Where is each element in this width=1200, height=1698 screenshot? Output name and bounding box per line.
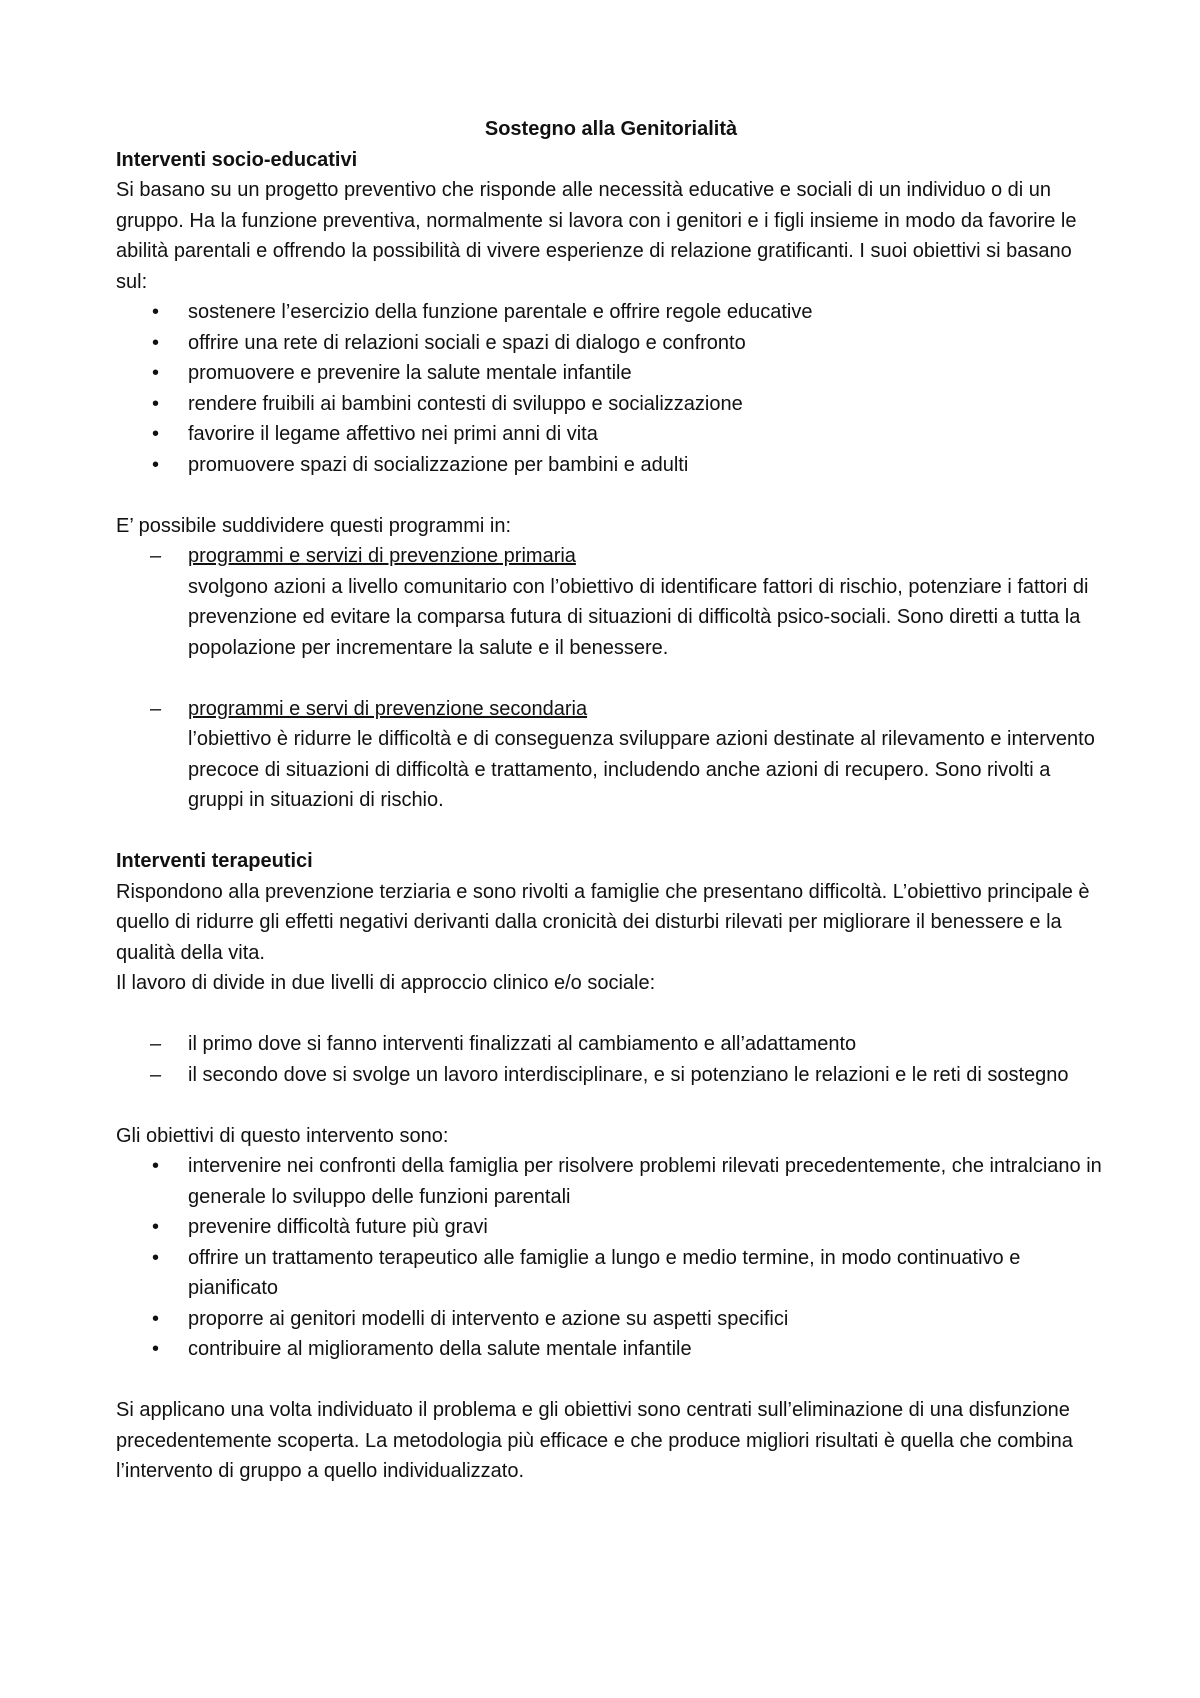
spacer [116,999,1106,1030]
list-item: • promuovere spazi di socializzazione per bambini e adulti [116,450,1106,481]
section-intro-paragraph: Rispondono alla prevenzione terziaria e sono rivolti a famiglie che presentano difficoltà. L’obiettivo principale è quello di ridurre gli effetti negativi derivanti dalla cronicità dei disturbi rilevati per migliorare il benessere e la qualità della vita. [116,880,1090,964]
program-item-primary [116,541,1106,663]
list-item: • offrire una rete di relazioni sociali e spazi di dialogo e confronto [116,328,1106,359]
objectives-intro: Gli obiettivi di questo intervento sono: [116,1124,449,1147]
dash-icon: – [150,1033,162,1055]
levels-intro: Il lavoro di divide in due livelli di approccio clinico e/o sociale: [116,972,656,994]
list-item: • rendere fruibili ai bambini contesti di sviluppo e socializzazione [116,389,1106,420]
spacer [116,663,1106,694]
program-description: svolgono azioni a livello comunitario con l’obiettivo di identificare fattori di rischio, potenziare i fattori di prevenzione ed evitare la comparsa futura di situazioni di difficoltà psico-sociali. Sono diretti a tutta la popolazione per incrementare la salute e il benessere. [188,575,1089,659]
bullet-icon: • [152,392,160,415]
spacer [116,480,1106,511]
spacer [116,816,1106,847]
dash-icon: – [150,545,162,567]
document-page [116,114,1106,1487]
section-heading-socio-educativi: Interventi socio-educativi [116,148,358,171]
list-item: • proporre ai genitori modelli di intervento e azione su aspetti specifici [116,1304,1106,1335]
list-item: • prevenire difficoltà future più gravi [116,1212,1106,1243]
bullet-icon: • [152,423,160,445]
program-title: programmi e servi di prevenzione secondaria [188,697,588,720]
bullet-icon: • [152,1338,160,1360]
spacer [116,1090,1106,1121]
dash-icon: – [150,1063,162,1086]
dash-icon: – [150,697,162,720]
conclusion-paragraph: Si applicano una volta individuato il problema e gli obiettivi sono centrati sull’eliminazione di una disfunzione precedentemente scoperta. La metodologia più efficace e che produce migliori risultati è quella che combina l’intervento di gruppo a quello individualizzato. [116,1399,1073,1482]
therapy-objectives-list [116,1151,1106,1365]
programs-list [116,694,1106,816]
program-title: programmi e servizi di prevenzione primaria [188,545,576,567]
levels-list [116,1029,1106,1090]
subdivide-intro: E’ possibile suddividere questi programmi in: [116,514,511,537]
program-item-secondary [116,694,1106,816]
section-intro-paragraph: Si basano su un progetto preventivo che risponde alle necessità educative e sociali di un individuo o di un gruppo. Ha la funzione preventiva, normalmente si lavora con i genitori e i figli insieme in modo da favorire le abilità parentali e offrendo la possibilità di vivere esperienze di relazione gratificanti. I suoi obiettivi si basano sul: [116,179,1077,293]
list-item: – il primo dove si fanno interventi finalizzati al cambiamento e all’adattamento [116,1029,1106,1060]
list-item: • offrire un trattamento terapeutico alle famiglie a lungo e medio termine, in modo continuativo e pianificato [116,1243,1106,1304]
program-description: l’obiettivo è ridurre le difficoltà e di conseguenza sviluppare azioni destinate al rilevamento e intervento precoce di situazioni di difficoltà e trattamento, includendo anche azioni di recupero. Sono rivolti a gruppi in situazioni di rischio. [188,728,1095,811]
spacer [116,1365,1106,1396]
bullet-icon: • [152,1307,160,1330]
list-item: • promuovere e prevenire la salute mentale infantile [116,358,1106,389]
bullet-icon: • [152,1246,160,1269]
document-title: Sostegno alla Genitorialità [484,118,738,140]
list-item: – il secondo dove si svolge un lavoro interdisciplinare, e si potenziano le relazioni e le reti di sostegno [116,1060,1106,1091]
section-heading-terapeutici: Interventi terapeutici [116,850,313,872]
objectives-bullet-list [116,297,1106,480]
programs-list [116,541,1106,663]
bullet-icon: • [152,1216,160,1238]
list-item: • contribuire al miglioramento della salute mentale infantile [116,1334,1106,1365]
bullet-icon: • [152,1155,160,1177]
bullet-icon: • [152,301,160,323]
list-item: • favorire il legame affettivo nei primi anni di vita [116,419,1106,450]
list-item: • sostenere l’esercizio della funzione parentale e offrire regole educative [116,297,1106,328]
list-item: • intervenire nei confronti della famiglia per risolvere problemi rilevati precedentemente, che intralciano in generale lo sviluppo delle funzioni parentali [116,1151,1106,1212]
bullet-icon: • [152,331,160,354]
bullet-icon: • [152,362,160,384]
bullet-icon: • [152,453,160,476]
